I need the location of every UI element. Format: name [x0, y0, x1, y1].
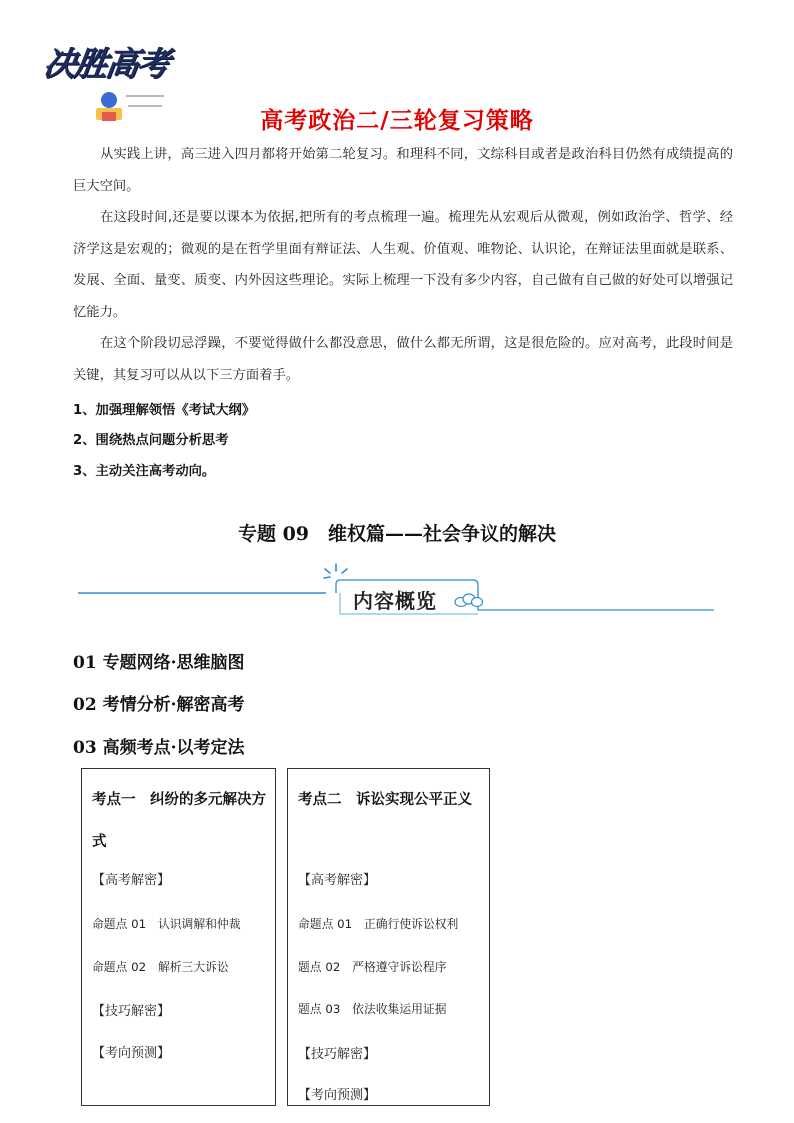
banner-label: 内容概览 — [353, 589, 437, 613]
paragraph-review: 在这段时间,还是要以课本为依据,把所有的考点梳理一遍。梳理先从宏观后从微观，例如政治学、哲学、经济学这是宏观的；微观的是在哲学里面有辩证法、人生观、价值观、唯物论、认识论，在辩证法里面就是联系、发展、全面、量变、质变、内外因这些理论。实际上梳理一下没有多少内容，自己做有自己做的好处可以增强记忆能力。 — [73, 210, 733, 320]
card-line: 题点 02 严格遵守诉讼程序 — [298, 960, 447, 974]
list-item: 2、围绕热点问题分析思考 — [73, 433, 229, 448]
logo-brand: 决胜高考 — [40, 44, 171, 83]
card-line: 命题点 02 解析三大诉讼 — [92, 960, 229, 974]
topic-title: 专题 09 维权篇——社会争议的解决 — [237, 523, 557, 545]
section-heading: 02 考情分析·解密高考 — [73, 695, 245, 715]
card-line: 命题点 01 正确行使诉讼权利 — [298, 917, 459, 931]
card-line: 题点 03 依法收集运用证据 — [298, 1002, 447, 1016]
card-line: 命题点 01 认识调解和仲裁 — [92, 917, 241, 931]
card-line: 【高考解密】 — [298, 873, 377, 888]
list-item: 3、主动关注高考动向。 — [73, 464, 216, 479]
section-heading: 03 高频考点·以考定法 — [73, 738, 245, 758]
card-title: 考点一 纠纷的多元解决方式 — [92, 792, 266, 850]
topic-card-1 — [81, 768, 276, 1106]
card-line: 【技巧解密】 — [92, 1004, 171, 1019]
paragraph-advice: 在这个阶段切忌浮躁，不要觉得做什么都没意思，做什么都无所谓，这是很危险的。应对高考，此段时间是关键，其复习可以从以下三方面着手。 — [73, 336, 733, 383]
card-line: 【考向预测】 — [92, 1046, 171, 1061]
card-title: 考点二 诉讼实现公平正义 — [298, 792, 472, 808]
card-line: 【考向预测】 — [298, 1088, 377, 1103]
topic-card-2 — [287, 768, 490, 1106]
list-item: 1、加强理解领悟《考试大纲》 — [73, 403, 256, 418]
card-line: 【高考解密】 — [92, 873, 171, 888]
sparkle-icon — [324, 564, 347, 578]
section-heading: 01 专题网络·思维脑图 — [73, 653, 245, 673]
page-title: 高考政治二/三轮复习策略 — [260, 108, 534, 134]
paragraph-intro: 从实践上讲，高三进入四月都将开始第二轮复习。和理科不同，文综科目或者是政治科目仍然有成绩提高的巨大空间。 — [73, 147, 733, 194]
card-line: 【技巧解密】 — [298, 1047, 377, 1062]
